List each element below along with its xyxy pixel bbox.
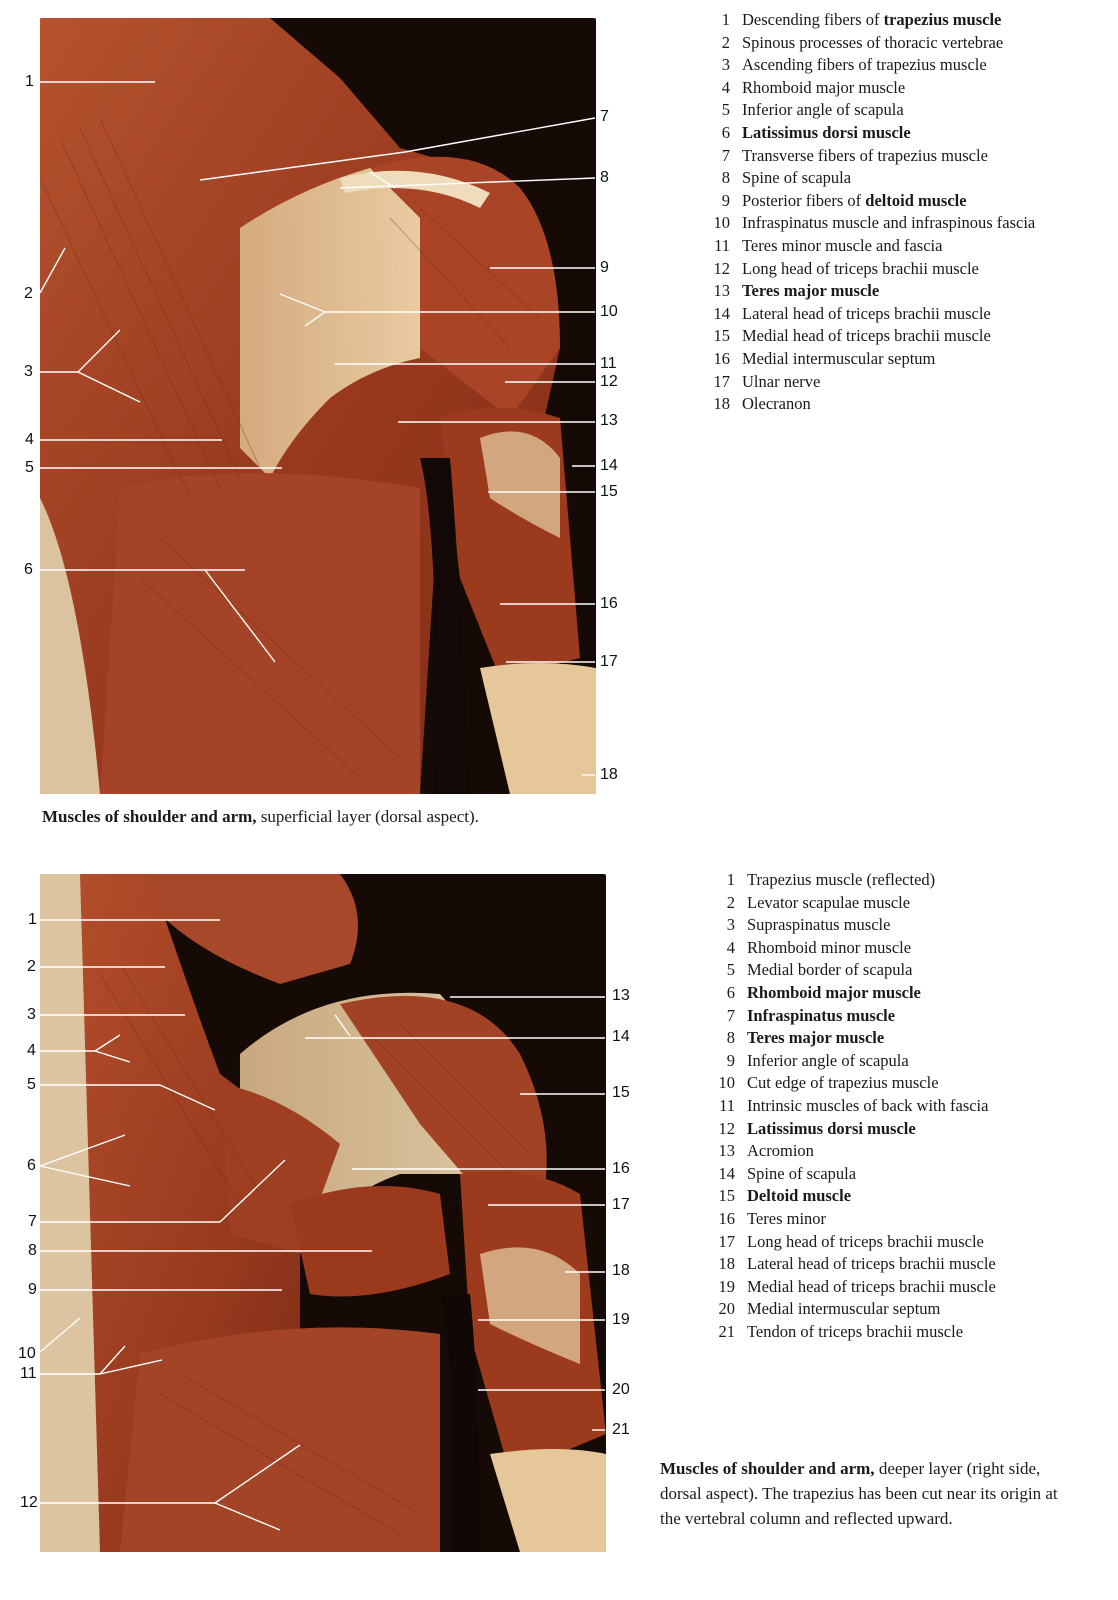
label-number: 19 — [612, 1311, 630, 1328]
dissection-photo-superficial — [40, 18, 596, 794]
label-number: 6 — [27, 1157, 36, 1174]
legend-text: deltoid muscle — [865, 190, 967, 210]
legend-item — [700, 371, 1035, 394]
legend-item — [700, 167, 1035, 190]
label-number: 4 — [27, 1042, 36, 1059]
legend-number: 10 — [713, 213, 730, 233]
legend-text: Long head of triceps brachii muscle — [747, 1231, 984, 1251]
legend-text: Teres minor muscle and fascia — [742, 235, 943, 255]
caption-text: superficial layer (dorsal aspect). — [256, 807, 479, 826]
legend-text: Ulnar nerve — [742, 371, 821, 391]
legend-text: Medial intermuscular septum — [742, 348, 936, 368]
legend-text: Teres major muscle — [747, 1028, 885, 1048]
label-number: 1 — [28, 911, 37, 928]
legend-number: 13 — [713, 281, 730, 301]
label-number: 14 — [612, 1028, 630, 1045]
legend-text: Tendon of triceps brachii muscle — [747, 1321, 964, 1341]
legend-item — [705, 1276, 996, 1299]
legend-number: 5 — [726, 960, 735, 980]
legend-number: 2 — [721, 32, 730, 52]
legend-text: Posterior fibers of — [742, 190, 866, 210]
legend-text: Lateral head of triceps brachii muscle — [742, 303, 991, 323]
caption-bold: Muscles of shoulder and arm, — [42, 807, 257, 826]
legend-text: Spine of scapula — [747, 1163, 857, 1183]
legend-item — [705, 1231, 996, 1254]
legend-text: Infraspinatus muscle and infraspinous fascia — [742, 213, 1036, 233]
legend-number: 12 — [713, 258, 730, 278]
label-number: 9 — [600, 259, 609, 276]
legend-item — [700, 280, 1035, 303]
legend-item — [705, 914, 996, 937]
legend-number: 4 — [721, 77, 730, 97]
legend-item — [705, 1253, 996, 1276]
legend-text: Rhomboid major muscle — [742, 77, 906, 97]
legend-number: 18 — [713, 394, 730, 414]
legend-number: 8 — [721, 168, 730, 188]
legend-item — [705, 869, 996, 892]
legend-text: Medial head of triceps brachii muscle — [742, 326, 991, 346]
caption-text: deeper layer (right side, dorsal aspect). The trapezius has been cut near its origin at the vertebral column and reflected upward. — [660, 1459, 1058, 1528]
legend-number: 15 — [713, 326, 730, 346]
legend-number: 4 — [726, 937, 735, 957]
legend-text: Medial border of scapula — [747, 960, 913, 980]
label-number: 17 — [600, 653, 618, 670]
label-number: 20 — [612, 1381, 630, 1398]
legend-number: 19 — [718, 1276, 735, 1296]
label-number: 13 — [612, 987, 630, 1004]
label-number: 11 — [600, 355, 617, 372]
legend-number: 17 — [713, 371, 730, 391]
figure1-caption — [42, 804, 602, 829]
legend-text: Intrinsic muscles of back with fascia — [747, 1095, 989, 1115]
label-number: 8 — [600, 169, 609, 186]
legend-item — [705, 959, 996, 982]
legend-text: Trapezius muscle (reflected) — [747, 870, 936, 889]
legend-item — [705, 1095, 996, 1118]
legend-number: 7 — [721, 145, 730, 165]
label-number: 21 — [612, 1421, 630, 1438]
label-number: 2 — [27, 958, 36, 975]
legend-item — [700, 393, 1035, 416]
legend-number: 11 — [714, 235, 730, 255]
legend-item — [700, 122, 1035, 145]
legend-text: Descending fibers of — [742, 10, 884, 29]
figure2-caption — [660, 1456, 1080, 1531]
label-number: 4 — [25, 431, 34, 448]
legend-text: Spinous processes of thoracic vertebrae — [742, 32, 1004, 52]
legend-number: 9 — [726, 1050, 735, 1070]
legend-number: 13 — [718, 1141, 735, 1161]
legend-number: 16 — [718, 1208, 735, 1228]
legend-text: Supraspinatus muscle — [747, 915, 891, 935]
legend-item — [700, 54, 1035, 77]
legend-item — [705, 937, 996, 960]
legend-item — [700, 32, 1035, 55]
legend-number: 2 — [726, 892, 735, 912]
legend-number: 1 — [726, 870, 735, 889]
label-number: 8 — [28, 1242, 37, 1259]
legend-item — [700, 348, 1035, 371]
legend-item — [700, 77, 1035, 100]
legend-text: Rhomboid major muscle — [747, 982, 921, 1002]
legend-text: Medial head of triceps brachii muscle — [747, 1276, 996, 1296]
legend-item — [705, 1050, 996, 1073]
legend-text: Transverse fibers of trapezius muscle — [742, 145, 988, 165]
caption-bold: Muscles of shoulder and arm, — [660, 1459, 875, 1478]
legend-item — [705, 1208, 996, 1231]
legend-item — [700, 212, 1035, 235]
legend-text: Deltoid muscle — [747, 1186, 852, 1206]
legend-number: 6 — [726, 982, 735, 1002]
legend-text: Levator scapulae muscle — [747, 892, 911, 912]
legend-item — [705, 1027, 996, 1050]
label-number: 14 — [600, 457, 618, 474]
legend-text: Latissimus dorsi muscle — [742, 122, 911, 142]
legend-item — [700, 190, 1035, 213]
legend-number: 20 — [718, 1299, 735, 1319]
legend-number: 3 — [726, 915, 735, 935]
legend-item — [700, 235, 1035, 258]
legend-number: 12 — [718, 1118, 735, 1138]
label-number: 11 — [20, 1365, 37, 1382]
label-number: 12 — [600, 373, 618, 390]
legend-number: 8 — [726, 1028, 735, 1048]
label-number: 6 — [24, 561, 33, 578]
legend-item — [700, 325, 1035, 348]
legend-number: 18 — [718, 1254, 735, 1274]
legend-item — [700, 9, 1035, 32]
legend-text: Lateral head of triceps brachii muscle — [747, 1254, 996, 1274]
legend-number: 14 — [718, 1163, 735, 1183]
legend-item — [705, 1072, 996, 1095]
legend-text: Ascending fibers of trapezius muscle — [742, 55, 987, 75]
legend-item — [705, 1321, 996, 1344]
label-number: 16 — [600, 595, 618, 612]
label-number: 18 — [612, 1262, 630, 1279]
label-number: 3 — [27, 1006, 36, 1023]
legend-text: Inferior angle of scapula — [747, 1050, 909, 1070]
legend-item — [705, 1163, 996, 1186]
label-number: 15 — [600, 483, 618, 500]
legend-number: 9 — [721, 190, 730, 210]
label-number: 1 — [25, 73, 34, 90]
legend-text: Inferior angle of scapula — [742, 100, 904, 120]
label-number: 5 — [27, 1076, 36, 1093]
label-number: 16 — [612, 1160, 630, 1177]
legend-text: Long head of triceps brachii muscle — [742, 258, 979, 278]
dissection-photo-deeper — [40, 874, 606, 1552]
legend-text: Acromion — [747, 1141, 814, 1161]
legend-number: 15 — [718, 1186, 735, 1206]
label-number: 10 — [18, 1345, 36, 1362]
legend-text: Spine of scapula — [742, 168, 852, 188]
label-number: 2 — [24, 285, 33, 302]
legend-text: Teres minor — [747, 1208, 827, 1228]
legend-number: 11 — [719, 1095, 735, 1115]
label-number: 5 — [25, 459, 34, 476]
label-number: 7 — [600, 108, 609, 125]
figure2-legend — [705, 869, 996, 1343]
legend-number: 7 — [726, 1005, 735, 1025]
legend-text: Teres major muscle — [742, 281, 880, 301]
legend-text: Cut edge of trapezius muscle — [747, 1073, 939, 1093]
legend-number: 17 — [718, 1231, 735, 1251]
legend-item — [705, 1140, 996, 1163]
legend-number: 5 — [721, 100, 730, 120]
label-number: 15 — [612, 1084, 630, 1101]
legend-item — [705, 1005, 996, 1028]
legend-text: Olecranon — [742, 394, 811, 414]
legend-number: 6 — [721, 122, 730, 142]
legend-text: Rhomboid minor muscle — [747, 937, 912, 957]
legend-item — [705, 982, 996, 1005]
legend-text: Latissimus dorsi muscle — [747, 1118, 916, 1138]
label-number: 9 — [28, 1281, 37, 1298]
legend-item — [700, 258, 1035, 281]
label-number: 10 — [600, 303, 618, 320]
legend-item — [705, 1185, 996, 1208]
label-number: 18 — [600, 766, 618, 783]
legend-item — [700, 145, 1035, 168]
legend-number: 21 — [718, 1321, 735, 1341]
legend-item — [700, 303, 1035, 326]
legend-number: 3 — [721, 55, 730, 75]
label-number: 7 — [28, 1213, 37, 1230]
legend-item — [705, 892, 996, 915]
legend-item — [705, 1118, 996, 1141]
label-number: 17 — [612, 1196, 630, 1213]
label-number: 12 — [20, 1494, 38, 1511]
legend-text: Medial intermuscular septum — [747, 1299, 941, 1319]
legend-text: Infraspinatus muscle — [747, 1005, 896, 1025]
label-number: 13 — [600, 412, 618, 429]
legend-number: 10 — [718, 1073, 735, 1093]
legend-text: trapezius muscle — [883, 10, 1002, 29]
figure1-legend — [700, 9, 1035, 416]
legend-item — [700, 99, 1035, 122]
label-number: 3 — [24, 363, 33, 380]
legend-number: 16 — [713, 348, 730, 368]
legend-number: 1 — [721, 10, 730, 29]
legend-item — [705, 1298, 996, 1321]
legend-number: 14 — [713, 303, 730, 323]
